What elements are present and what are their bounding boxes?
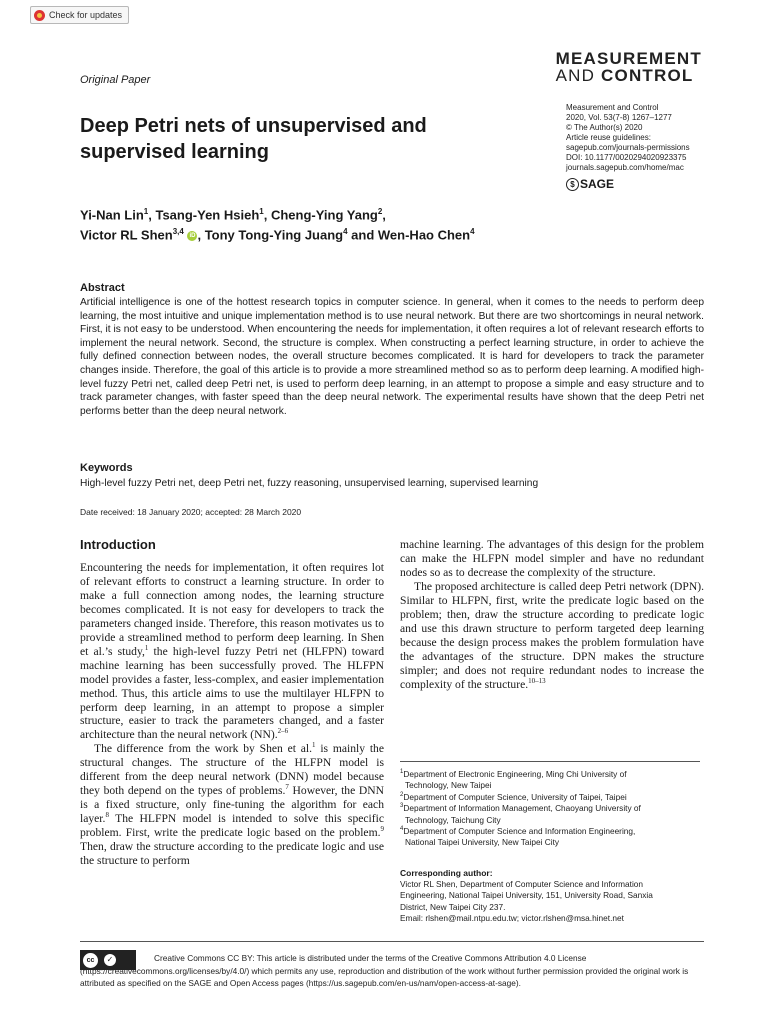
body-column-left [80,561,384,868]
abstract-heading: Abstract [80,282,125,294]
sage-s-icon: $ [566,178,579,191]
copyright: © The Author(s) 2020 [566,123,643,132]
citation-link[interactable]: 10–13 [528,676,546,685]
citation-link[interactable]: 7 [285,783,289,792]
citation-link[interactable]: 9 [380,825,384,834]
keywords-heading: Keywords [80,462,133,474]
journal-logo [556,50,702,84]
journal-name: Measurement and Control [566,103,659,112]
author-email[interactable]: Email: rlshen@mail.ntpu.edu.tw; victor.rlshen@msa.hinet.net [400,913,624,924]
citation-link[interactable]: 1 [312,741,316,750]
date-received: Date received: 18 January 2020; accepted: 28 March 2020 [80,507,302,517]
affiliation-item: $^3$Department of Information Management, Chaoyang University of Technology, Taichung City [400,803,641,825]
citation-link[interactable]: 8 [105,811,109,820]
abstract-text: Artificial intelligence is one of the hottest research topics in computer science. In general, when it comes to the needs to perform deep learning, the most intuitive and unique implementation method is to use neural network. But there are two shortcomings in neural network. First, it is not easy to be understood. When encountering the needs for implementation, it often requires a lot of relevant research efforts to implement the neural network. Second, the structure is complex. When constructing a perfect learning structure, in order to achieve the fully defined connection between nodes, the overall structure becomes complicated. It is hard for developers to track the parameter changes inside. Therefore, the goal of this article is to provide a more streamlined method so as to perform deep learning. A modified high-level fuzzy Petri net, called deep Petri net, is used to perform deep learning, in an attempt to propose a simple and easy structure and to track parameter changes, with faster speed than the deep neural network. The experimental results have shown that the deep Petri net performs better than the deep neural network. [80,297,704,417]
check-updates-label: Check for updates [49,10,123,20]
check-updates-icon [34,10,45,21]
paper-title: Deep Petri nets of unsupervised and supervised learning [80,115,427,163]
paragraph: machine learning. The advantages of this design for the problem can make the HLFPN model simpler and have no redundant nodes so as to decrease the complexity of the structure. [400,538,704,579]
cc-icon: cc [83,953,98,968]
author-line-1: Yi-Nan Lin$^1$, Tsang-Yen Hsieh$^1$, Cheng-Ying Yang$^2$, [80,207,386,223]
affiliations-divider [400,761,700,762]
corresponding-author-details: Victor RL Shen, Department of Computer Science and Information Engineering, National Taipei University, 151, University Road, Sanxia District, New Taipei City 237. Email: rlshen@mail.ntpu.edu.tw; victor.rlshen@msa.hinet.net [400,879,704,925]
license-text: Creative Commons CC BY: This article is distributed under the terms of the Creative Commons Attribution 4.0 License (https://creativecommons.org/licenses/by/4.0/) which permits any use, reproduction and distribution of the work without further permission provided the original work is attributed as specified on the SAGE and Open Access pages (https://us.sagepub.com/en-us/nam/open-access-at-sage). [80,953,689,988]
citation-link[interactable]: 1 [144,643,149,652]
sage-logo [566,177,614,191]
publication-info [566,103,690,173]
author-list [80,204,580,244]
paragraph: The difference from the work by Shen et al.$^1$ is mainly the structural changes. The structure of the HLFPN model is different from the deep neural network (DNN) model because they both depend on the types of problems.$^7$ However, the DNN is a fixed structure, only fine-tuning the algorithm for each layer.$^8$ The HLFPN model is intended to solve this specific problem. First, write the predicate logic based on the problem.$^9$ Then, draw the structure according to the predicate logic and use the structure to perform [80,741,385,868]
by-attribution-icon: ✓ [104,954,116,966]
affiliation-item: $^2$Department of Computer Science, University of Taipei, Taipei [400,791,627,802]
body-column-right [400,538,704,691]
introduction-heading: Introduction [80,537,156,552]
doi[interactable]: DOI: 10.1177/0020294020923375 [566,153,687,162]
affiliations [400,769,704,849]
affiliation-item: $^4$Department of Computer Science and Information Engineering, National Taipei University, New Taipei City [400,826,636,848]
author-line-2: Victor RL Shen$^{3,4}$ iD , Tony Tong-Ying Juang$^4$ and Wen-Hao Chen$^4$ [80,226,475,243]
keywords-text: High-level fuzzy Petri net, deep Petri net, fuzzy reasoning, unsupervised learning, supervised learning [80,478,539,489]
journal-logo-line2: AND CONTROL [555,66,694,85]
volume-info: 2020, Vol. 53(7-8) 1267–1277 [566,113,672,122]
paragraph: The proposed architecture is called deep Petri network (DPN). Similar to HLFPN, first, write the predicate logic based on the problem; then, draw the structure according to predicate logic and use this drawn structure to perform targeted deep learning because the design process makes the problem formulation have the advantages of the structure. DPN makes the structure simpler; and does not require redundant nodes to increase the complexity of the structure.$^{10-13}$ [400,579,704,691]
paragraph: Encountering the needs for implementation, it often requires lot of relevant efforts to construct a learning structure. In order to make a full connection among nodes, the learning structure becomes complicated. It is not easy for developers to track the parameters changed inside. Therefore, this reason motivates us to provide a streamlined method to perform deep learning. In Shen et al.’s study,$^1$ the high-level fuzzy Petri net (HLFPN) toward machine learning has been successfully proved. The HLFPN model provides a faster, less-complex, and easier implementation method. Thus, this article aims to use the multilayer HLFPN to perform deep learning, in an attempt to propose a simpler structure, easier to track the parameters changed, and a faster architecture than the neural network (NN).$^{2-6}$ [80,561,385,742]
affiliation-item: $^1$Department of Electronic Engineering, Ming Chi University of Technology, New Taipei [400,769,627,791]
permissions-link[interactable]: sagepub.com/journals-permissions [566,143,690,152]
reuse-guidelines: Article reuse guidelines: [566,133,651,142]
check-for-updates-button[interactable] [30,6,129,24]
footer-divider [80,941,704,942]
journal-logo-line1: MEASUREMENT [555,49,702,68]
paper-type: Original Paper [80,74,151,86]
publisher-name: SAGE [580,177,615,191]
corresponding-author-heading: Corresponding author: [400,868,493,878]
orcid-icon[interactable]: iD [189,232,196,239]
journal-home-link[interactable]: journals.sagepub.com/home/mac [566,163,684,172]
citation-link[interactable]: 2–6 [277,727,289,736]
